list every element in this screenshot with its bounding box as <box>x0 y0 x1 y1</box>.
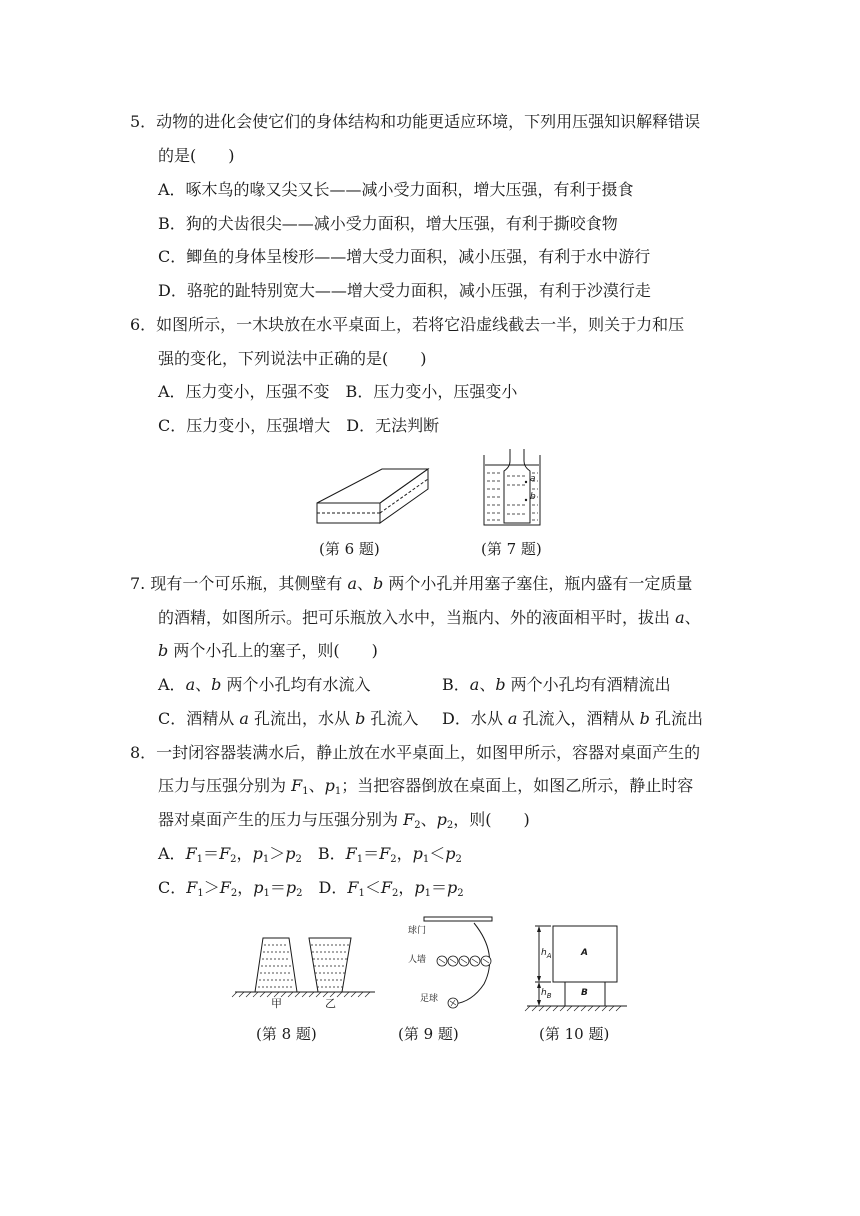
fig9-label-wall: 人墙 <box>408 955 427 965</box>
fig7-bottle-in-water <box>482 449 544 529</box>
q6-options-cd: C．压力变小，压强增大 D．无法判断 <box>158 416 440 435</box>
q7-option-d: D．水从 a 孔流入，酒精从 b 孔流出 <box>442 709 703 728</box>
q5-option-c: C．鲫鱼的身体呈梭形——增大受力面积，减小压强，有利于水中游行 <box>158 247 651 266</box>
fig7-caption: (第 7 题) <box>481 540 542 558</box>
fig8-label-jia: 甲 <box>271 997 282 1010</box>
fig8-containers <box>235 932 375 1010</box>
fig8-caption: (第 8 题) <box>256 1025 317 1043</box>
fig10-caption: (第 10 题) <box>539 1025 610 1043</box>
q8-stem-line1: 8．一封闭容器装满水后，静止放在水平桌面上，如图甲所示，容器对桌面产生的 <box>130 743 701 762</box>
fig10-label-ha: $h_A$ <box>541 948 552 960</box>
fig9-label-ball: 足球 <box>420 994 439 1004</box>
fig7-label-b: b <box>530 492 536 502</box>
q5-option-a: A．啄木鸟的喙又尖又长——减小受力面积，增大压强，有利于摄食 <box>158 180 634 199</box>
q7-stem-line1: 7. 现有一个可乐瓶，其侧壁有 a、b 两个小孔并用塞子塞住，瓶内盛有一定质量 <box>130 574 693 593</box>
fig6-caption: (第 6 题) <box>319 540 380 558</box>
fig6-wood-block <box>314 466 430 526</box>
fig9-label-goal: 球门 <box>408 926 427 936</box>
q8-stem-line2: 压力与压强分别为 $F_1$、$p_1$；当把容器倒放在桌面上，如图乙所示，静止时容 <box>158 776 694 797</box>
q7-option-b: B．a、b 两个小孔均有酒精流出 <box>442 675 671 694</box>
fig10-stacked-blocks <box>527 922 627 1012</box>
fig9-free-kick <box>404 914 494 1014</box>
fig10-label-hb: $h_B$ <box>541 988 552 1000</box>
q7-option-c: C．酒精从 a 孔流出，水从 b 孔流入 <box>158 709 419 728</box>
q5-option-b: B．狗的犬齿很尖——减小受力面积，增大压强，有利于撕咬食物 <box>158 214 618 233</box>
q8-stem-line3: 器对桌面产生的压力与压强分别为 $F_2$、$p_2$，则( ) <box>158 810 530 831</box>
q6-options-ab: A．压力变小，压强不变 B．压力变小，压强变小 <box>158 382 518 401</box>
q8-options-cd: C．$F_1>F_2$，$p_1=p_2$ D．$F_1<F_2$，$p_1=p_2$ <box>158 878 464 899</box>
fig9-caption: (第 9 题) <box>398 1025 459 1043</box>
fig10-label-a: A <box>581 948 588 958</box>
fig7-label-a: a <box>530 474 536 484</box>
q6-stem-line1: 6．如图所示，一木块放在水平桌面上，若将它沿虚线截去一半，则关于力和压 <box>130 315 685 334</box>
q7-option-a: A．a、b 两个小孔均有水流入 <box>158 675 371 694</box>
q8-options-ab: A．$F_1=F_2$，$p_1>p_2$ B．$F_1=F_2$，$p_1<p_2$ <box>158 844 462 865</box>
fig10-label-b: B <box>581 988 588 998</box>
q6-stem-line2: 强的变化，下列说法中正确的是( ) <box>158 349 427 368</box>
q5-stem-line2: 的是( ) <box>158 146 235 165</box>
q5-stem-line1: 5．动物的进化会使它们的身体结构和功能更适应环境，下列用压强知识解释错误 <box>130 112 701 131</box>
q7-stem-line2: 的酒精，如图所示。把可乐瓶放入水中，当瓶内、外的液面相平时，拔出 a、 <box>158 608 701 627</box>
q5-option-d: D．骆驼的趾特别宽大——增大受力面积，减小压强，有利于沙漠行走 <box>158 281 651 300</box>
q7-stem-line3: b 两个小孔上的塞子，则( ) <box>158 641 378 660</box>
fig8-label-yi: 乙 <box>325 997 336 1010</box>
